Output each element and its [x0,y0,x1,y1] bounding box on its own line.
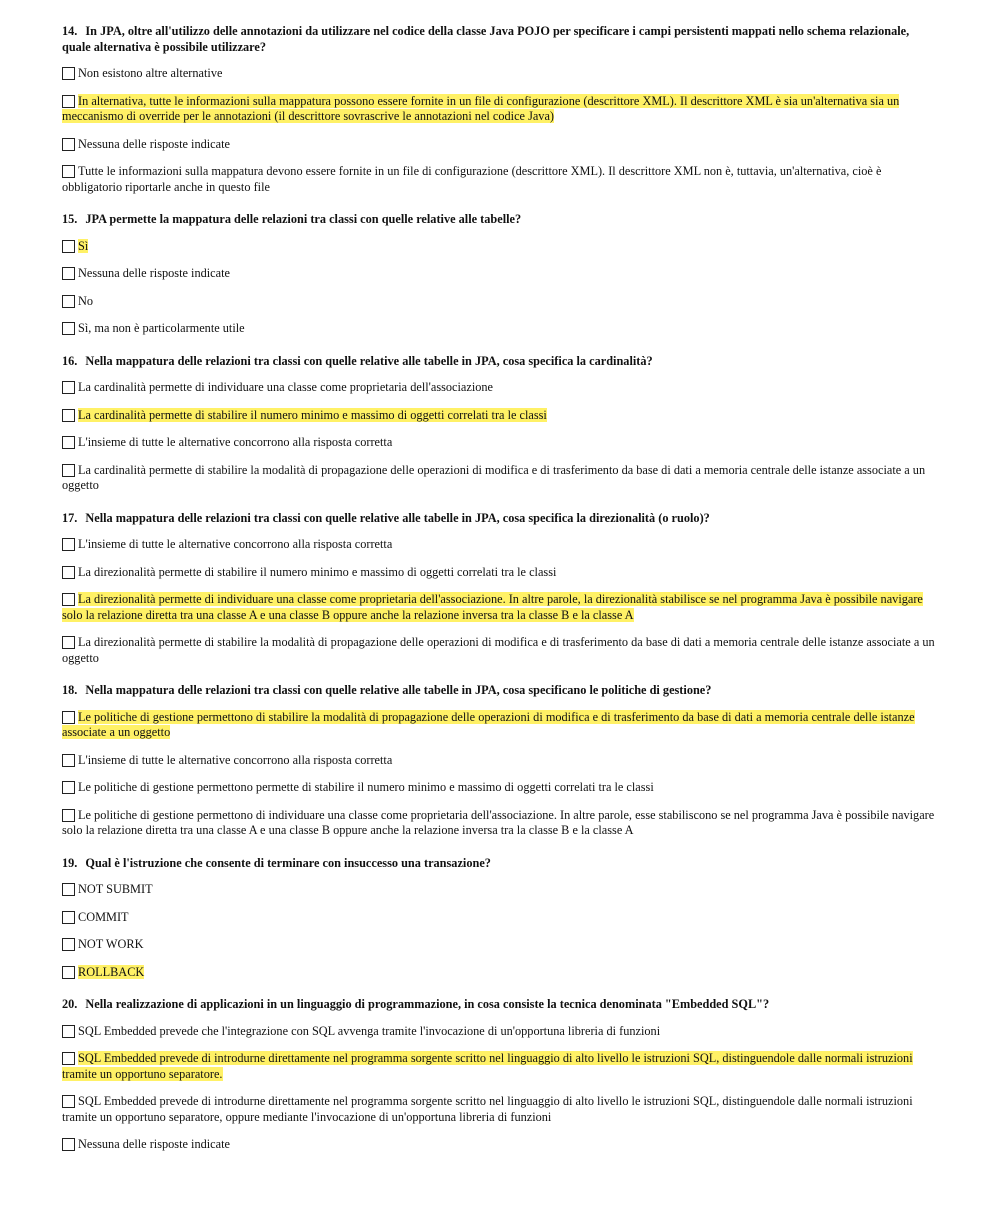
answer-checkbox[interactable] [62,1025,75,1038]
question-text: JPA permette la mappatura delle relazioni tra classi con quelle relative alle tabelle? [85,212,522,226]
answer-checkbox[interactable] [62,566,75,579]
answer-option[interactable] [62,239,940,255]
answer-option[interactable] [62,321,940,337]
answer-text: NOT WORK [78,937,144,951]
answer-checkbox[interactable] [62,911,75,924]
answer-text: La cardinalità permette di stabilire la modalità di propagazione delle operazioni di modifica e di trasferimento da base di dati a memoria centrale delle istanze associate a un oggetto [62,462,926,492]
answer-option[interactable] [62,937,940,953]
answer-option[interactable] [62,66,940,82]
answer-text: L'insieme di tutte le alternative concorrono alla risposta corretta [78,752,393,767]
question-number: 18. [62,683,78,697]
question-text: Nella mappatura delle relazioni tra classi con quelle relative alle tabelle in JPA, cosa specifica la cardinalità? [85,353,653,368]
quiz-page [62,24,940,1170]
answer-checkbox[interactable] [62,322,75,335]
answer-checkbox[interactable] [62,1095,75,1108]
answer-checkbox[interactable] [62,711,75,724]
answer-text: Le politiche di gestione permettono di individuare una classe come proprietaria dell'associazione. In altre parole, esse stabiliscono se nel programma Java è possibile navigare solo la relazione diretta tra una classe A e una classe B oppure anche la relazione inversa tra la classe B e la classe A [62,807,935,837]
answer-text: Le politiche di gestione permettono permette di stabilire il numero minimo e massimo di oggetti correlati tra le classi [78,780,654,794]
question-title [62,354,940,370]
answer-option[interactable] [62,1094,940,1125]
answer-option[interactable] [62,435,940,451]
question-18 [62,683,940,839]
question-title [62,212,940,228]
answer-option[interactable] [62,137,940,153]
answer-checkbox[interactable] [62,966,75,979]
question-number: 17. [62,510,78,525]
answer-option[interactable] [62,965,940,981]
answer-option[interactable] [62,808,940,839]
question-number: 19. [62,855,78,870]
answer-text: La direzionalità permette di stabilire la modalità di propagazione delle operazioni di modifica e di trasferimento da base di dati a memoria centrale delle istanze associate a un oggetto [62,635,935,665]
answer-text-highlighted: SQL Embedded prevede di introdurne direttamente nel programma sorgente scritto nel linguaggio di alto livello le istruzioni SQL, distinguendole dalle normali istruzioni tramite un opportuno separatore. [62,1051,913,1081]
answer-checkbox[interactable] [62,267,75,280]
answer-option[interactable] [62,592,940,623]
question-text: Nella mappatura delle relazioni tra classi con quelle relative alle tabelle in JPA, cosa specificano le politiche di gestione? [85,683,712,697]
answer-option[interactable] [62,380,940,396]
answer-option[interactable] [62,1051,940,1082]
answer-text: No [78,293,94,308]
answer-option[interactable] [62,408,940,424]
answer-checkbox[interactable] [62,381,75,394]
answer-checkbox[interactable] [62,138,75,151]
answer-text: Non esistono altre alternative [78,66,223,80]
answer-option[interactable] [62,463,940,494]
answer-option[interactable] [62,780,940,796]
answer-checkbox[interactable] [62,538,75,551]
answer-option[interactable] [62,164,940,195]
answer-checkbox[interactable] [62,781,75,794]
question-title [62,683,940,699]
answer-option[interactable] [62,1137,940,1153]
answer-checkbox[interactable] [62,436,75,449]
answer-text: L'insieme di tutte le alternative concorrono alla risposta corretta [78,435,393,449]
answer-text: Nessuna delle risposte indicate [78,1137,230,1151]
answer-checkbox[interactable] [62,754,75,767]
answer-checkbox[interactable] [62,1052,75,1065]
answer-text-highlighted: In alternativa, tutte le informazioni sulla mappatura possono essere fornite in un file di configurazione (descrittore XML). Il descrittore XML è sia un'alternativa sia un meccanismo di override per le annotazioni (il descrittore sovrascrive le annotazioni nel codice Java) [62,93,900,123]
answer-text-highlighted: Sì [78,238,89,253]
answer-option[interactable] [62,94,940,125]
answer-text-highlighted: La cardinalità permette di stabilire il numero minimo e massimo di oggetti correlati tra le classi [78,407,547,422]
answer-option[interactable] [62,294,940,310]
answer-checkbox[interactable] [62,636,75,649]
answer-option[interactable] [62,537,940,553]
answer-checkbox[interactable] [62,409,75,422]
question-14 [62,24,940,195]
question-number: 16. [62,353,78,368]
answer-checkbox[interactable] [62,464,75,477]
question-text: Nella mappatura delle relazioni tra classi con quelle relative alle tabelle in JPA, cosa specifica la direzionalità (o ruolo)? [85,510,710,525]
question-title [62,997,940,1013]
answer-text: La cardinalità permette di individuare una classe come proprietaria dell'associazione [78,380,494,394]
answer-text: SQL Embedded prevede di introdurne direttamente nel programma sorgente scritto nel linguaggio di alto livello le istruzioni SQL, distinguendole dalle normali istruzioni tramite un opportuno separatore, oppure mediante l'invocazione di un'opportuna libreria di funzioni [62,1094,913,1124]
question-15 [62,212,940,337]
answer-checkbox[interactable] [62,883,75,896]
answer-text: La direzionalità permette di stabilire il numero minimo e massimo di oggetti correlati tra le classi [78,564,557,579]
answer-checkbox[interactable] [62,165,75,178]
answer-text: NOT SUBMIT [78,882,153,896]
answer-option[interactable] [62,882,940,898]
question-title [62,24,940,55]
answer-text: SQL Embedded prevede che l'integrazione con SQL avvenga tramite l'invocazione di un'opportuna libreria di funzioni [78,1023,661,1038]
answer-text: L'insieme di tutte le alternative concorrono alla risposta corretta [78,537,393,551]
question-text: Qual è l'istruzione che consente di terminare con insuccesso una transazione? [85,855,491,870]
answer-text: Nessuna delle risposte indicate [78,266,230,280]
question-title [62,856,940,872]
answer-option[interactable] [62,910,940,926]
question-16 [62,354,940,494]
answer-checkbox[interactable] [62,67,75,80]
answer-checkbox[interactable] [62,593,75,606]
answer-option[interactable] [62,710,940,741]
answer-text-highlighted: Le politiche di gestione permettono di stabilire la modalità di propagazione delle operazioni di modifica e di trasferimento da base di dati a memoria centrale delle istanze associate a un oggetto [62,709,915,739]
answer-option[interactable] [62,635,940,666]
answer-checkbox[interactable] [62,95,75,108]
answer-text: Tutte le informazioni sulla mappatura devono essere fornite in un file di configurazione (descrittore XML). Il descrittore XML non è, tuttavia, un'alternativa, cioè è obbligatorio riportarle anche in questo file [62,164,882,194]
answer-text-highlighted: La direzionalità permette di individuare una classe come proprietaria dell'associazione. In altre parole, la direzionalità stabilisce se nel programma Java è possibile navigare solo la relazione diretta tra una classe A e una classe B oppure anche la relazione inversa tra la classe B e la classe A [62,592,923,622]
answer-option[interactable] [62,565,940,581]
answer-text: Nessuna delle risposte indicate [78,136,230,151]
question-19 [62,856,940,981]
question-text: In JPA, oltre all'utilizzo delle annotazioni da utilizzare nel codice della classe Java POJO per specificare i campi persistenti mappati nello schema relazionale, quale alternativa è possibile utilizzare? [62,24,910,54]
answer-text: Sì, ma non è particolarmente utile [78,321,245,335]
answer-checkbox[interactable] [62,240,75,253]
answer-option[interactable] [62,753,940,769]
question-17 [62,511,940,667]
answer-option[interactable] [62,1024,940,1040]
question-number: 15. [62,212,78,226]
answer-option[interactable] [62,266,940,282]
question-20 [62,997,940,1153]
question-number: 20. [62,997,78,1011]
answer-checkbox[interactable] [62,295,75,308]
question-number: 14. [62,24,78,38]
answer-text: COMMIT [78,909,129,924]
question-title [62,511,940,527]
answer-text-highlighted: ROLLBACK [78,964,145,979]
answer-checkbox[interactable] [62,809,75,822]
answer-checkbox[interactable] [62,1138,75,1151]
question-text: Nella realizzazione di applicazioni in un linguaggio di programmazione, in cosa consiste la tecnica denominata "Embedded SQL"? [85,997,770,1011]
answer-checkbox[interactable] [62,938,75,951]
